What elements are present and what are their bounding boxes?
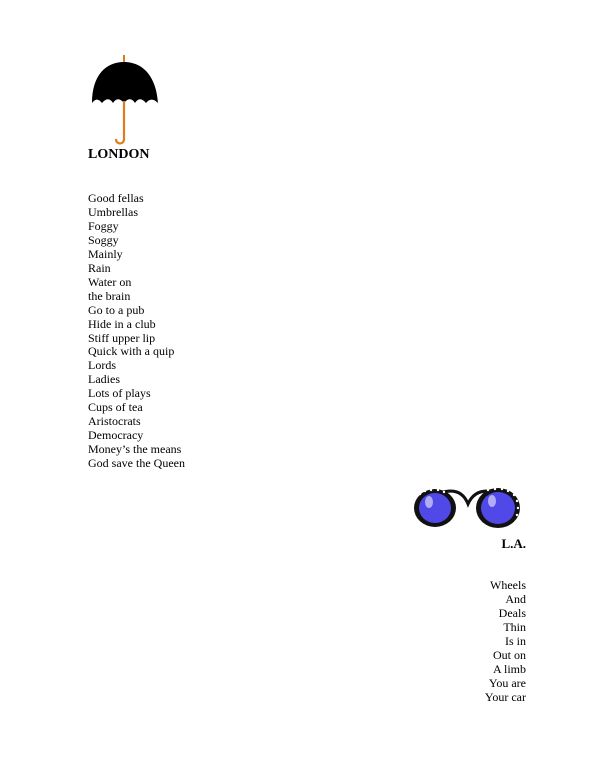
sunglasses-icon bbox=[410, 482, 527, 532]
la-poem-line: Your car bbox=[484, 690, 526, 704]
london-poem-line: Water on bbox=[88, 274, 132, 289]
la-title: L.A. bbox=[501, 536, 526, 551]
london-poem-line: Money’s the means bbox=[88, 442, 182, 457]
la-poem-line: Is in bbox=[505, 634, 526, 648]
london-poem-line: Lords bbox=[88, 358, 116, 373]
la-poem-line: And bbox=[505, 592, 526, 606]
london-title: LONDON bbox=[88, 147, 150, 162]
london-poem-line: Soggy bbox=[88, 232, 119, 247]
la-poem bbox=[485, 578, 526, 704]
london-poem-line: Lots of plays bbox=[88, 386, 151, 401]
london-poem bbox=[88, 192, 185, 471]
london-poem-line: Mainly bbox=[88, 246, 123, 261]
la-poem-line: You are bbox=[488, 676, 526, 690]
la-poem-line: Out on bbox=[493, 648, 526, 662]
la-poem-line: A limb bbox=[492, 662, 526, 676]
london-poem-line: Aristocrats bbox=[88, 414, 141, 429]
london-poem-line: Go to a pub bbox=[88, 302, 145, 317]
london-poem-line: Stiff upper lip bbox=[88, 330, 156, 345]
london-poem-line: Good fellas bbox=[88, 191, 144, 205]
la-poem-line: Thin bbox=[503, 620, 526, 634]
london-poem-line: God save the Queen bbox=[88, 456, 185, 471]
london-poem-line: Quick with a quip bbox=[88, 344, 175, 359]
london-poem-line: Rain bbox=[88, 260, 111, 275]
la-poem-line: Deals bbox=[498, 606, 526, 620]
london-poem-line: Foggy bbox=[88, 218, 119, 233]
umbrella-icon bbox=[88, 53, 160, 149]
la-poem-line: Wheels bbox=[490, 578, 526, 592]
london-poem-line: the brain bbox=[88, 288, 131, 303]
london-poem-line: Cups of tea bbox=[88, 400, 143, 415]
london-poem-line: Hide in a club bbox=[88, 316, 156, 331]
london-poem-line: Democracy bbox=[88, 428, 144, 443]
london-poem-line: Ladies bbox=[88, 372, 120, 387]
london-poem-line: Umbrellas bbox=[88, 204, 138, 219]
